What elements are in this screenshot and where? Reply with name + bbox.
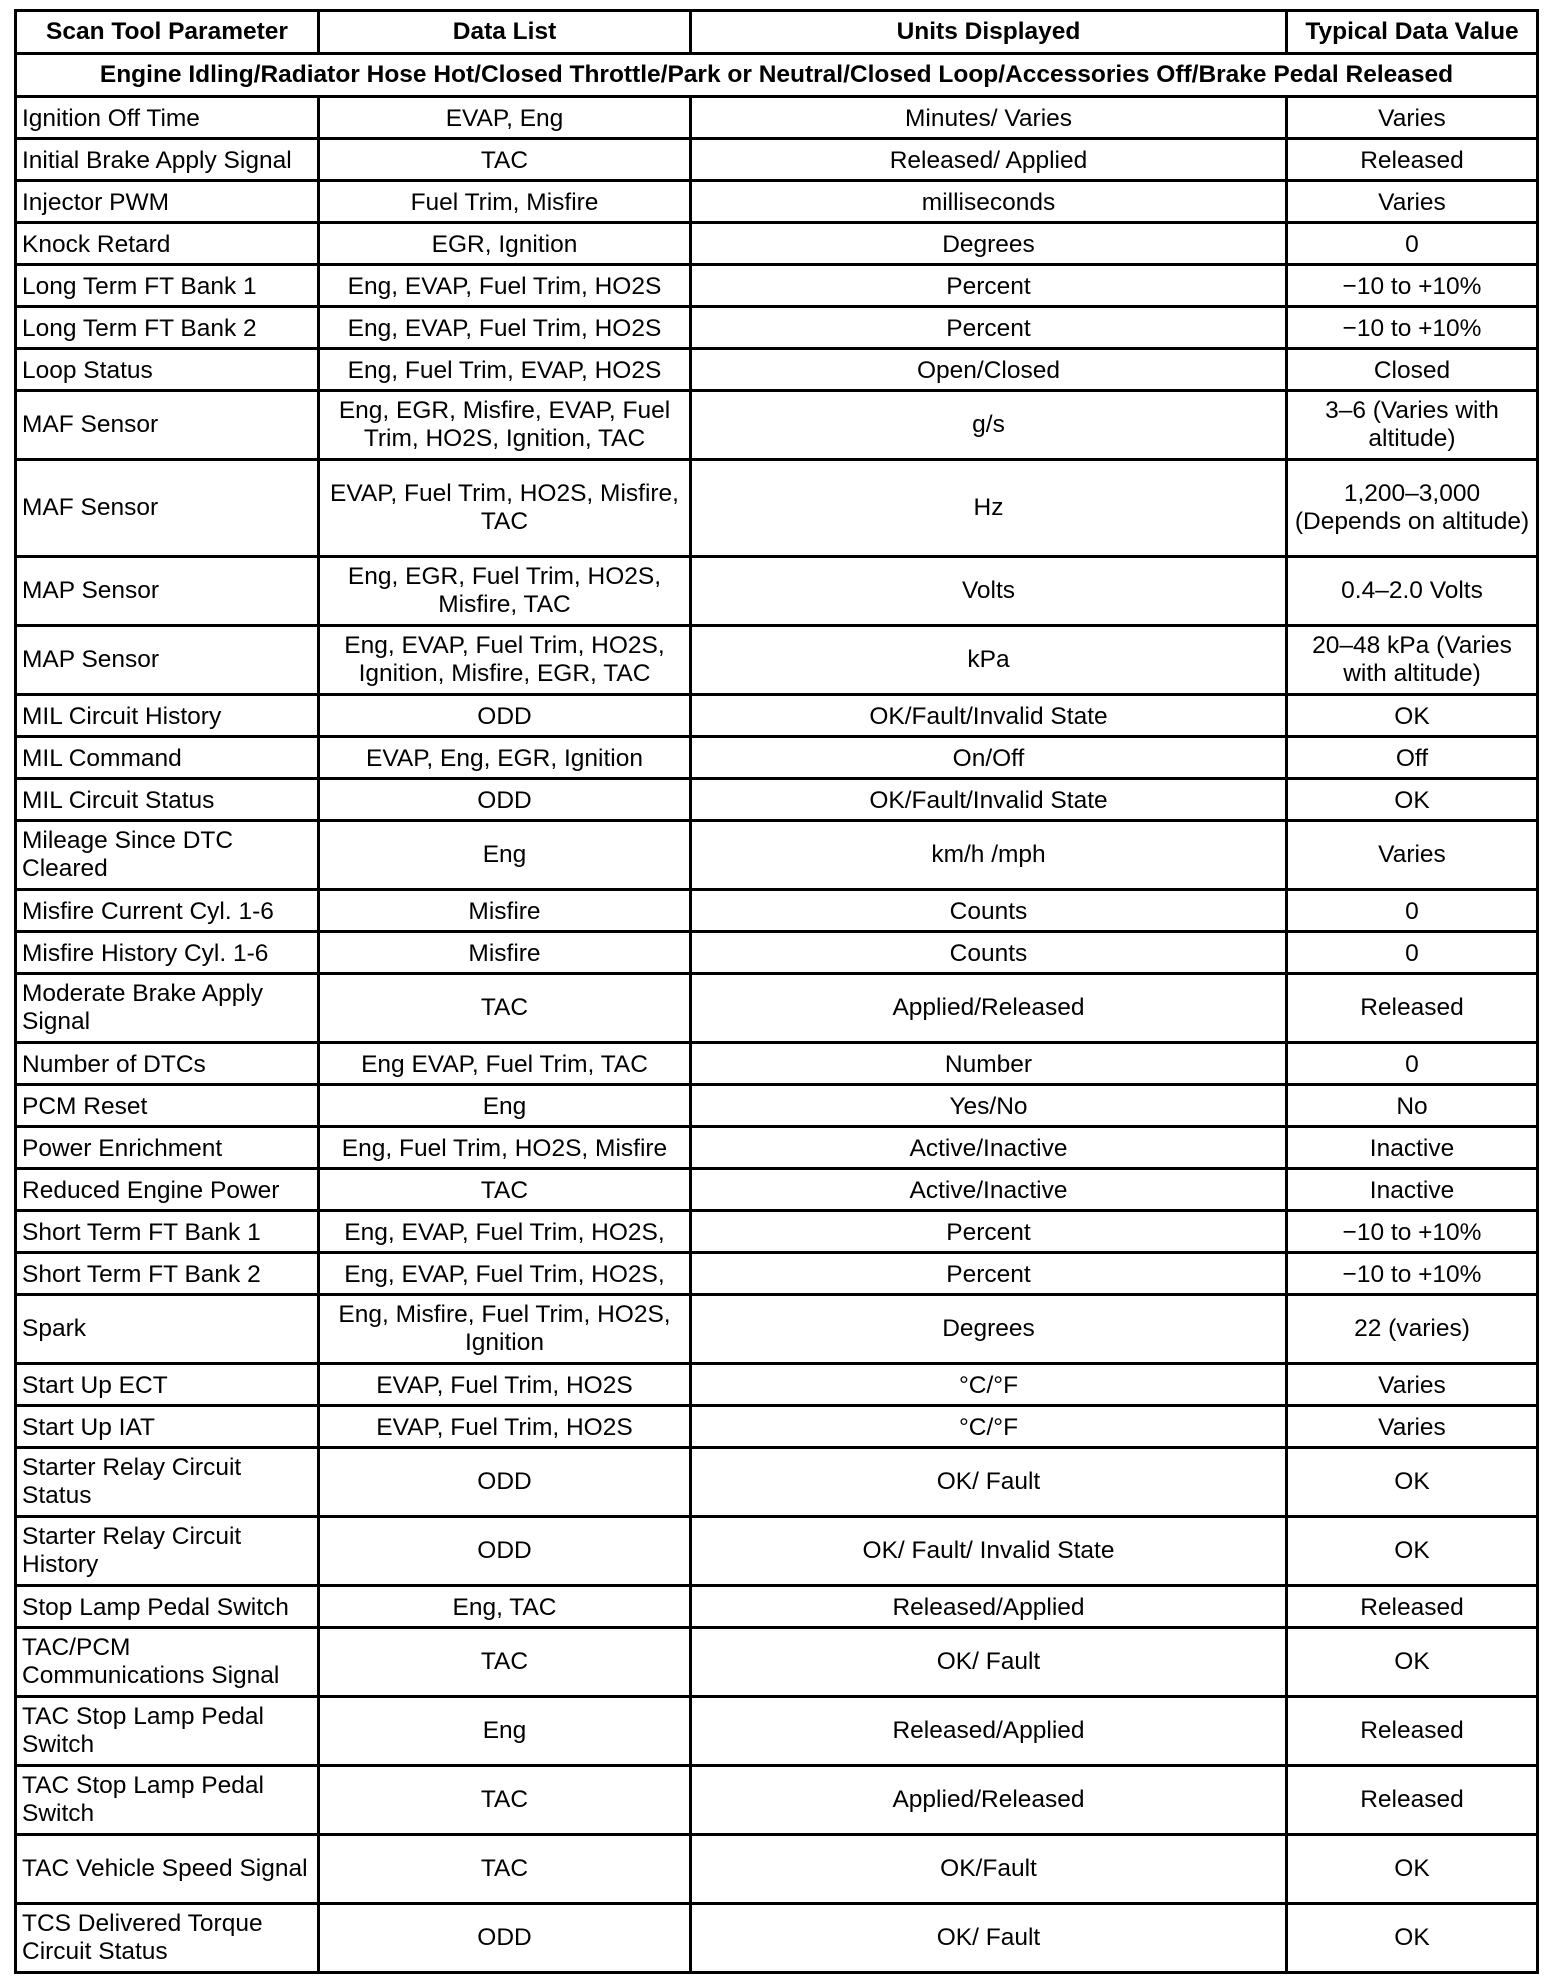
cell-data-list: Eng [319,821,691,890]
table-row [16,695,1538,737]
cell-scan-tool-parameter: Start Up IAT [16,1406,319,1448]
header-units-displayed: Units Displayed [691,11,1287,54]
cell-scan-tool-parameter: MAF Sensor [16,391,319,460]
table-body [16,54,1538,1973]
cell-units-displayed: On/Off [691,737,1287,779]
cell-scan-tool-parameter: MAF Sensor [16,460,319,557]
table-row [16,139,1538,181]
cell-scan-tool-parameter: TCS Delivered Torque Circuit Status [16,1904,319,1973]
cell-typical-data-value: −10 to +10% [1287,265,1538,307]
cell-typical-data-value: 0.4–2.0 Volts [1287,557,1538,626]
cell-data-list: Eng, EVAP, Fuel Trim, HO2S, Ignition, Misfire, EGR, TAC [319,626,691,695]
cell-scan-tool-parameter: TAC Stop Lamp Pedal Switch [16,1766,319,1835]
cell-units-displayed: OK/ Fault [691,1628,1287,1697]
header-data-list: Data List [319,11,691,54]
cell-scan-tool-parameter: Mileage Since DTC Cleared [16,821,319,890]
header-row [16,11,1538,54]
table-row [16,1406,1538,1448]
cell-data-list: TAC [319,1766,691,1835]
cell-scan-tool-parameter: PCM Reset [16,1085,319,1127]
cell-scan-tool-parameter: Long Term FT Bank 2 [16,307,319,349]
cell-typical-data-value: 0 [1287,932,1538,974]
cell-typical-data-value: 1,200–3,000 (Depends on altitude) [1287,460,1538,557]
header-typical-data-value: Typical Data Value [1287,11,1538,54]
cell-scan-tool-parameter: MIL Command [16,737,319,779]
cell-units-displayed: Percent [691,265,1287,307]
cell-scan-tool-parameter: Starter Relay Circuit Status [16,1448,319,1517]
table-row [16,1211,1538,1253]
cell-typical-data-value: 0 [1287,1043,1538,1085]
table-row [16,1253,1538,1295]
cell-typical-data-value: Closed [1287,349,1538,391]
cell-units-displayed: Counts [691,890,1287,932]
table-row [16,557,1538,626]
cell-typical-data-value: −10 to +10% [1287,1211,1538,1253]
cell-scan-tool-parameter: TAC Stop Lamp Pedal Switch [16,1697,319,1766]
cell-scan-tool-parameter: Moderate Brake Apply Signal [16,974,319,1043]
table-row [16,1586,1538,1628]
cell-data-list: EVAP, Fuel Trim, HO2S [319,1406,691,1448]
table-row [16,932,1538,974]
table-row [16,626,1538,695]
cell-units-displayed: Number [691,1043,1287,1085]
header-scan-tool-parameter: Scan Tool Parameter [16,11,319,54]
cell-typical-data-value: Inactive [1287,1127,1538,1169]
cell-typical-data-value: 3–6 (Varies with altitude) [1287,391,1538,460]
cell-units-displayed: OK/ Fault [691,1904,1287,1973]
cell-scan-tool-parameter: Spark [16,1295,319,1364]
cell-data-list: Eng [319,1085,691,1127]
cell-typical-data-value: 0 [1287,890,1538,932]
cell-units-displayed: Applied/Released [691,1766,1287,1835]
cell-typical-data-value: OK [1287,1448,1538,1517]
table-header [16,11,1538,54]
cell-scan-tool-parameter: Short Term FT Bank 2 [16,1253,319,1295]
cell-typical-data-value: −10 to +10% [1287,1253,1538,1295]
table-row [16,1043,1538,1085]
cell-scan-tool-parameter: Reduced Engine Power [16,1169,319,1211]
cell-units-displayed: Active/Inactive [691,1169,1287,1211]
cell-data-list: EVAP, Eng, EGR, Ignition [319,737,691,779]
cell-scan-tool-parameter: Long Term FT Bank 1 [16,265,319,307]
table-row [16,737,1538,779]
table-row [16,1766,1538,1835]
cell-data-list: Eng, EVAP, Fuel Trim, HO2S, [319,1211,691,1253]
cell-typical-data-value: −10 to +10% [1287,307,1538,349]
cell-scan-tool-parameter: Injector PWM [16,181,319,223]
cell-units-displayed: Percent [691,1211,1287,1253]
cell-scan-tool-parameter: MIL Circuit History [16,695,319,737]
cell-data-list: Eng, Fuel Trim, EVAP, HO2S [319,349,691,391]
cell-units-displayed: OK/Fault/Invalid State [691,695,1287,737]
cell-units-displayed: °C/°F [691,1406,1287,1448]
table-row [16,1169,1538,1211]
cell-units-displayed: Counts [691,932,1287,974]
cell-data-list: Eng, EVAP, Fuel Trim, HO2S, [319,1253,691,1295]
cell-scan-tool-parameter: Initial Brake Apply Signal [16,139,319,181]
table-row [16,1517,1538,1586]
cell-units-displayed: km/h /mph [691,821,1287,890]
table-row [16,1697,1538,1766]
cell-data-list: EVAP, Eng [319,97,691,139]
cell-units-displayed: Applied/Released [691,974,1287,1043]
cell-units-displayed: Hz [691,460,1287,557]
cell-scan-tool-parameter: Short Term FT Bank 1 [16,1211,319,1253]
cell-scan-tool-parameter: Ignition Off Time [16,97,319,139]
cell-typical-data-value: Varies [1287,1364,1538,1406]
cell-data-list: TAC [319,974,691,1043]
cell-data-list: Eng [319,1697,691,1766]
cell-typical-data-value: OK [1287,1628,1538,1697]
cell-scan-tool-parameter: Power Enrichment [16,1127,319,1169]
cell-typical-data-value: OK [1287,1517,1538,1586]
cell-units-displayed: Open/Closed [691,349,1287,391]
cell-data-list: EVAP, Fuel Trim, HO2S, Misfire, TAC [319,460,691,557]
cell-data-list: ODD [319,1448,691,1517]
table-row [16,460,1538,557]
cell-data-list: ODD [319,1904,691,1973]
operating-condition-row [16,54,1538,97]
table-row [16,1835,1538,1904]
cell-scan-tool-parameter: MAP Sensor [16,557,319,626]
table-row [16,890,1538,932]
cell-units-displayed: kPa [691,626,1287,695]
table-row [16,974,1538,1043]
cell-typical-data-value: No [1287,1085,1538,1127]
cell-scan-tool-parameter: MAP Sensor [16,626,319,695]
cell-data-list: TAC [319,1169,691,1211]
cell-typical-data-value: Varies [1287,821,1538,890]
cell-units-displayed: Released/Applied [691,1586,1287,1628]
cell-units-displayed: Active/Inactive [691,1127,1287,1169]
cell-units-displayed: Degrees [691,223,1287,265]
cell-data-list: Eng, Misfire, Fuel Trim, HO2S, Ignition [319,1295,691,1364]
table-row [16,1628,1538,1697]
cell-units-displayed: OK/ Fault [691,1448,1287,1517]
table-row [16,349,1538,391]
cell-typical-data-value: OK [1287,695,1538,737]
cell-units-displayed: °C/°F [691,1364,1287,1406]
table-row [16,1448,1538,1517]
cell-data-list: Eng, EGR, Misfire, EVAP, Fuel Trim, HO2S, Ignition, TAC [319,391,691,460]
cell-typical-data-value: 22 (varies) [1287,1295,1538,1364]
cell-scan-tool-parameter: Stop Lamp Pedal Switch [16,1586,319,1628]
table-row [16,1085,1538,1127]
cell-data-list: Misfire [319,932,691,974]
cell-data-list: Eng, TAC [319,1586,691,1628]
table-row [16,1904,1538,1973]
cell-data-list: EGR, Ignition [319,223,691,265]
cell-units-displayed: Volts [691,557,1287,626]
cell-data-list: ODD [319,779,691,821]
operating-condition: Engine Idling/Radiator Hose Hot/Closed Throttle/Park or Neutral/Closed Loop/Accessories Off/Brake Pedal Released [16,54,1538,97]
cell-typical-data-value: Released [1287,139,1538,181]
cell-units-displayed: Percent [691,307,1287,349]
scan-tool-data-page [14,9,1536,1974]
cell-typical-data-value: Released [1287,1586,1538,1628]
cell-units-displayed: Released/Applied [691,1697,1287,1766]
cell-units-displayed: Yes/No [691,1085,1287,1127]
cell-typical-data-value: Varies [1287,181,1538,223]
cell-data-list: Eng EVAP, Fuel Trim, TAC [319,1043,691,1085]
cell-data-list: EVAP, Fuel Trim, HO2S [319,1364,691,1406]
cell-units-displayed: g/s [691,391,1287,460]
table-row [16,223,1538,265]
cell-typical-data-value: Varies [1287,1406,1538,1448]
table-row [16,391,1538,460]
table-row [16,181,1538,223]
cell-data-list: Eng, Fuel Trim, HO2S, Misfire [319,1127,691,1169]
cell-data-list: TAC [319,139,691,181]
cell-units-displayed: Minutes/ Varies [691,97,1287,139]
cell-data-list: Misfire [319,890,691,932]
cell-scan-tool-parameter: Misfire Current Cyl. 1-6 [16,890,319,932]
cell-typical-data-value: Inactive [1287,1169,1538,1211]
cell-scan-tool-parameter: MIL Circuit Status [16,779,319,821]
cell-data-list: Eng, EVAP, Fuel Trim, HO2S [319,265,691,307]
cell-typical-data-value: OK [1287,1835,1538,1904]
cell-typical-data-value: Released [1287,974,1538,1043]
cell-data-list: Eng, EVAP, Fuel Trim, HO2S [319,307,691,349]
table-row [16,1127,1538,1169]
table-row [16,779,1538,821]
cell-typical-data-value: 0 [1287,223,1538,265]
cell-data-list: Fuel Trim, Misfire [319,181,691,223]
cell-typical-data-value: Released [1287,1697,1538,1766]
scan-tool-data-table [14,9,1539,1974]
cell-typical-data-value: OK [1287,779,1538,821]
cell-scan-tool-parameter: Number of DTCs [16,1043,319,1085]
cell-data-list: ODD [319,1517,691,1586]
cell-units-displayed: Percent [691,1253,1287,1295]
cell-units-displayed: Degrees [691,1295,1287,1364]
cell-typical-data-value: Varies [1287,97,1538,139]
cell-typical-data-value: OK [1287,1904,1538,1973]
table-row [16,265,1538,307]
cell-units-displayed: milliseconds [691,181,1287,223]
cell-scan-tool-parameter: Starter Relay Circuit History [16,1517,319,1586]
cell-scan-tool-parameter: Misfire History Cyl. 1-6 [16,932,319,974]
cell-typical-data-value: 20–48 kPa (Varies with altitude) [1287,626,1538,695]
cell-scan-tool-parameter: Loop Status [16,349,319,391]
cell-units-displayed: OK/Fault [691,1835,1287,1904]
cell-scan-tool-parameter: Knock Retard [16,223,319,265]
cell-units-displayed: OK/ Fault/ Invalid State [691,1517,1287,1586]
cell-scan-tool-parameter: Start Up ECT [16,1364,319,1406]
cell-data-list: TAC [319,1628,691,1697]
cell-units-displayed: Released/ Applied [691,139,1287,181]
table-row [16,821,1538,890]
table-row [16,97,1538,139]
table-row [16,1364,1538,1406]
cell-data-list: TAC [319,1835,691,1904]
table-row [16,307,1538,349]
cell-scan-tool-parameter: TAC Vehicle Speed Signal [16,1835,319,1904]
cell-typical-data-value: Released [1287,1766,1538,1835]
cell-typical-data-value: Off [1287,737,1538,779]
cell-scan-tool-parameter: TAC/PCM Communications Signal [16,1628,319,1697]
cell-data-list: ODD [319,695,691,737]
cell-units-displayed: OK/Fault/Invalid State [691,779,1287,821]
table-row [16,1295,1538,1364]
cell-data-list: Eng, EGR, Fuel Trim, HO2S, Misfire, TAC [319,557,691,626]
